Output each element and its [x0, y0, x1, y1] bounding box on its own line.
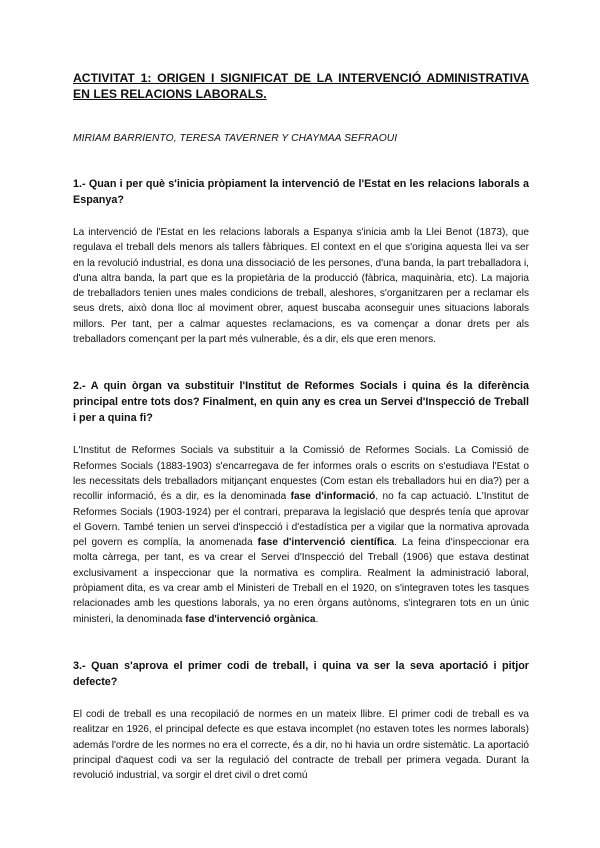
answer-text: , no fa cap actuació. L'Institut de Reformes Socials (1903-1924) per el contrari, preparava la legislació que després tenía que aprovar el Govern. També tenien un servei d'inspecció i d'estadística per a vigilar que la normativa aprovada pel govern es complía, la anomenada: [73, 491, 530, 549]
question-1: 1.- Quan i per què s'inicia pròpiament la intervenció de l'Estat en les relacions laborals a Espanya?: [73, 178, 529, 206]
section-3: [73, 658, 529, 783]
answer-bold-term: fase d'intervenció científica: [257, 537, 395, 549]
answer-3: [73, 707, 529, 783]
question-2: 2.- A quin òrgan va substituir l'Institut de Reformes Socials i quina és la diferència principal entre tots dos? Finalment, en quin any es crea un Servei d'Inspecció de Treball i per a quina fi?: [73, 380, 529, 425]
document-authors: MIRIAM BARRIENTO, TERESA TAVERNER Y CHAYMAA SEFRAOUI: [73, 133, 398, 144]
answer-1: [73, 225, 529, 347]
question-3: 3.- Quan s'aprova el primer codi de treball, i quina va ser la seva aportació i pitjor defecte?: [73, 659, 529, 688]
answer-2: [73, 443, 529, 627]
answer-text: La intervenció de l'Estat en les relacions laborals a Espanya s'inicia amb la Llei Benot (1873), que regulava el treball dels menors als tallers fàbriques. El context en el que s'origina aquesta llei va ser en la revolució industrial, es dona una dissociació de les persones, d'una banda, la part treballadora i, d'una altra banda, la part que es la propietària de la producció (fàbrica, maquinària, etc). La majoria de treballadors tenien unes males condicions de treball, aleshores, s'organitzaren per a reclamar els seus drets, això dona lloc al moviment obrer, aquest buscaba aconseguir unes situacions laborals millors. Per tant, per a calmar aquestes reclamacions, es va començar a donar drets per als treballadors començant per la part més vulnerable, és a dir, els que eren menors.: [73, 227, 529, 346]
section-1: [73, 176, 529, 347]
document-title: ACTIVITAT 1: ORIGEN I SIGNIFICAT DE LA INTERVENCIÓ ADMINISTRATIVA EN LES RELACIONS LABORALS.: [73, 71, 529, 101]
answer-text: L'Institut de Reformes Socials va substituir a la Comissió de Reformes Socials. La Comissió de Reformes Socials (1883-1903) s'encarregava de fer informes orals o escrits on s'estudiava l'Estat o les necessitats dels treballadors mitjançant enquestes (Com estan els treballadors hui en dia?) per a recollir informació, és a dir, es la denominada: [73, 445, 529, 503]
answer-bold-term: fase d'informació: [290, 491, 376, 503]
answer-bold-term: fase d'intervenció orgànica: [185, 613, 316, 625]
answer-text: El codi de treball es una recopilació de normes en un mateix llibre. El primer codi de treball es va realitzar en 1926, el principal defecte es que estava incomplet (no estaven totes les normes laborals) además l'ordre de les normes no era el correcte, és a dir, no hi havia un ordre sistemàtic. La aportació principal d'aquest codi va ser la regulació del contracte de treball per primera vegada. Durant la revolució industrial, va sorgir el dret civil o dret comú: [73, 708, 529, 782]
answer-text: . La feina d'inspeccionar era molta càrrega, per tant, es va crear el Servei d'Inspecció del Treball (1906) que estava destinat exclusivament a inspeccionar que la normativa es complira. Realment la administració laboral, pròpiament dita, es va crear amb el Ministeri de Treball en el 1920, on s'integraven totes les tasques relacionades amb les questions laborals, ya no eren òrgans autònoms, s'integraren tots en un únic ministeri, la denominada: [73, 537, 530, 625]
section-2: [73, 378, 529, 627]
document-page: [73, 70, 529, 814]
answer-text: .: [315, 613, 319, 625]
